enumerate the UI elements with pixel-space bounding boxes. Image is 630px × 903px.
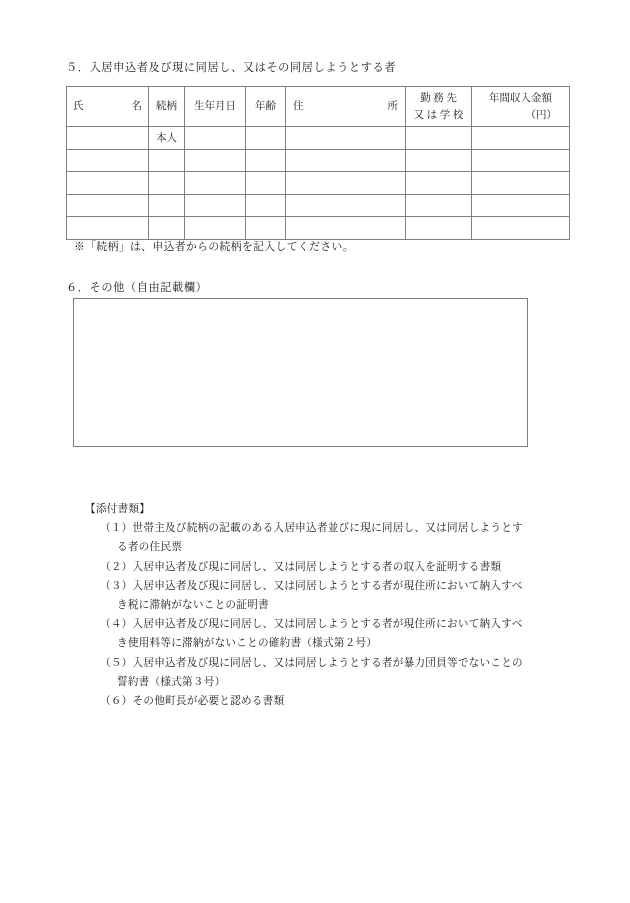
column-header-name-char2: 名 [131,101,142,112]
column-header-income-line1: 年間収入金額 [489,92,552,104]
attachment-item-5-line1: （５）入居申込者及び現に同居し、又は同居しようとする者が暴力団員等でないことの [100,657,523,669]
section-5-heading: ５．入居申込者及び現に同居し、又はその同居しようとする者 [66,62,397,74]
cell-workplace[interactable] [406,127,472,150]
cell-income[interactable] [472,149,570,172]
cell-income[interactable] [472,217,570,240]
relation-note: ※「続柄」は、申込者からの続柄を記入してください。 [74,241,354,253]
cell-birthdate[interactable] [185,149,246,172]
free-text-box[interactable] [73,298,528,447]
cell-age[interactable] [246,172,286,195]
cell-address[interactable] [286,172,406,195]
column-header-name [67,87,149,127]
table-row [67,172,570,195]
attachment-item-1-line2: る者の住民票 [117,542,183,554]
table-row [67,149,570,172]
column-header-workplace [406,87,472,127]
cell-workplace[interactable] [406,172,472,195]
column-header-age: 年齢 [246,87,286,127]
cell-relation[interactable] [149,149,185,172]
column-header-income-line2: （円） [525,109,557,121]
cell-birthdate[interactable] [185,127,246,150]
cell-address[interactable] [286,194,406,217]
cell-age[interactable] [246,217,286,240]
cell-name[interactable] [67,127,149,150]
cell-age[interactable] [246,149,286,172]
table-header-row [67,87,570,127]
attachment-item-3-line2: き税に滞納がないことの証明書 [117,600,269,612]
table-row [67,194,570,217]
column-header-address-char1: 住 [293,101,304,112]
cell-name[interactable] [67,172,149,195]
cell-relation[interactable]: 本人 [149,127,185,150]
cell-income[interactable] [472,127,570,150]
column-header-workplace-line2: 又 は 学 校 [413,109,464,121]
section-6-heading: ６．その他（自由記載欄） [66,282,208,294]
cell-birthdate[interactable] [185,217,246,240]
cell-address[interactable] [286,127,406,150]
cell-income[interactable] [472,172,570,195]
cell-income[interactable] [472,194,570,217]
cell-age[interactable] [246,194,286,217]
cell-address[interactable] [286,149,406,172]
cell-birthdate[interactable] [185,172,246,195]
column-header-name-char1: 氏 [73,101,84,112]
attachment-item-2-line1: （２）入居申込者及び現に同居し、又は同居しようとする者の収入を証明する書類 [100,561,502,573]
attachment-item-6-line1: （６）その他町長が必要と認める書類 [100,696,285,708]
attachment-item-4-line2: き使用料等に滞納がないことの確約書（様式第２号） [117,638,378,650]
cell-relation[interactable] [149,217,185,240]
cell-age[interactable] [246,127,286,150]
cell-name[interactable] [67,149,149,172]
column-header-birthdate: 生年月日 [185,87,246,127]
cell-workplace[interactable] [406,217,472,240]
table-row [67,127,570,150]
attachment-item-1-line1: （１）世帯主及び続柄の記載のある入居申込者並びに現に同居し、又は同居しようとす [100,523,523,535]
column-header-address-char2: 所 [387,101,398,112]
table-row [67,217,570,240]
cell-birthdate[interactable] [185,194,246,217]
cell-address[interactable] [286,217,406,240]
cell-name[interactable] [67,217,149,240]
column-header-income [472,87,570,127]
cell-relation[interactable] [149,172,185,195]
column-header-workplace-line1: 勤 務 先 [420,92,457,104]
cell-workplace[interactable] [406,149,472,172]
occupants-table-body [67,127,570,240]
attachment-item-5-line2: 誓約書（様式第３号） [117,676,226,688]
column-header-address [286,87,406,127]
attachment-item-3-line1: （３）入居申込者及び現に同居し、又は同居しようとする者が現住所において納入すべ [100,580,523,592]
occupants-table [66,86,570,240]
cell-workplace[interactable] [406,194,472,217]
attachment-item-4-line1: （４）入居申込者及び現に同居し、又は同居しようとする者が現住所において納入すべ [100,619,523,631]
cell-relation[interactable] [149,194,185,217]
cell-name[interactable] [67,194,149,217]
attachments-section [85,500,555,711]
column-header-relation: 続柄 [149,87,185,127]
attachments-title: 【添付書類】 [85,504,151,515]
